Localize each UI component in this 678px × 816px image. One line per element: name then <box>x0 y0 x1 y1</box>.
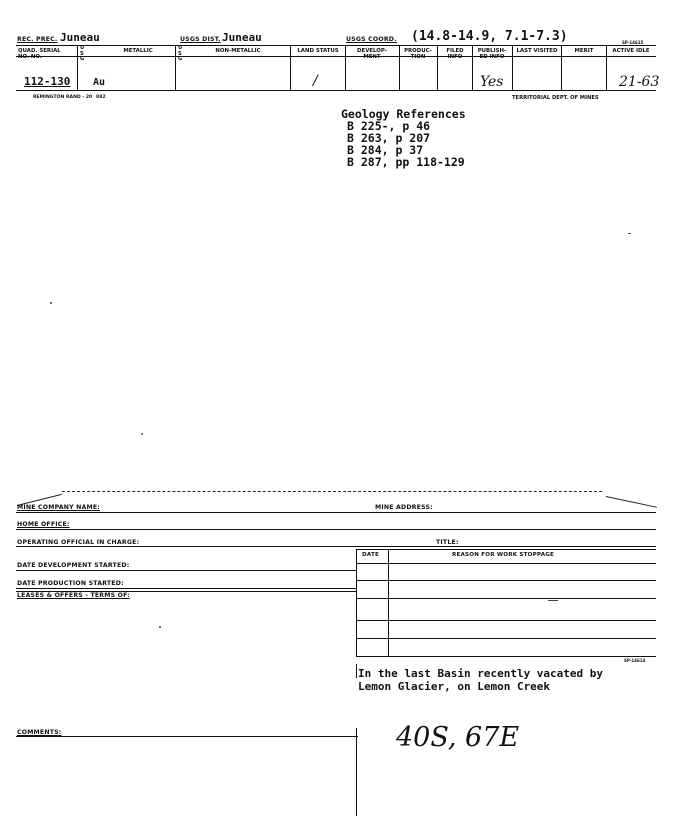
metallic-value: Au <box>93 77 106 88</box>
col-usgs-nonmetallic: U S G <box>178 45 183 63</box>
stray-mark <box>50 302 52 304</box>
date-production-label: DATE PRODUCTION STARTED: <box>17 580 124 587</box>
active-idle-value: 21-63 <box>619 74 660 90</box>
leases-label: LEASES & OFFERS - TERMS OF: <box>17 592 130 599</box>
col-merit: MERIT <box>574 48 594 54</box>
col-land-status: LAND STATUS <box>297 48 339 54</box>
printer-code: 882 <box>96 95 106 100</box>
references-title: Geology References <box>341 107 466 121</box>
col-non-metallic: NON-METALLIC <box>215 48 261 54</box>
reference-item: B 225-, p 46 <box>347 119 431 133</box>
note-line-2: Lemon Glacier, on Lemon Creek <box>358 680 551 693</box>
land-status-value: / <box>313 73 318 89</box>
stray-mark <box>628 233 631 234</box>
col-metallic: METALLIC <box>123 48 153 54</box>
col-published-info: PUBLISH-ED INFO <box>477 48 507 61</box>
mine-address-label: MINE ADDRESS: <box>375 504 433 511</box>
note-line-1: In the last Basin recently vacated by <box>358 667 604 680</box>
dept-label: TERRITORIAL DEPT. OF MINES <box>512 95 599 101</box>
col-production: PRODUC-TION <box>404 48 432 61</box>
col-active-idle: ACTIVE IDLE <box>612 48 650 54</box>
geology-references <box>341 108 561 168</box>
col-last-visited: LAST VISITED <box>516 48 558 54</box>
usgs-dist-value: Juneau <box>222 31 262 44</box>
date-development-label: DATE DEVELOPMENT STARTED: <box>17 562 130 569</box>
home-office-label: HOME OFFICE: <box>17 521 70 528</box>
handwritten-location: 40S, 67E <box>396 722 520 753</box>
published-value: Yes <box>480 74 504 90</box>
rec-prec-value: Juneau <box>60 31 100 44</box>
location-note <box>358 667 603 693</box>
reference-item: B 287, pp 118-129 <box>347 155 465 169</box>
col-filed-info: FILED INFO <box>446 48 464 61</box>
stray-mark <box>141 433 143 435</box>
reference-item: B 284, p 37 <box>347 143 424 157</box>
usgs-coord-label: USGS COORD. <box>346 36 397 43</box>
fold-line <box>62 491 602 492</box>
reference-item: B 263, p 207 <box>347 131 431 145</box>
col-no: NO. NO. <box>18 54 42 60</box>
date-col-header: DATE <box>362 552 379 558</box>
form-code-bottom: SP-14614 <box>624 658 646 663</box>
title-label: TITLE: <box>436 539 459 546</box>
comments-label: COMMENTS: <box>17 729 62 736</box>
usgs-coord-value: (14.8-14.9, 7.1-7.3) <box>411 29 568 44</box>
col-quad-serial: QUAD. SERIAL <box>18 48 61 54</box>
operating-official-label: OPERATING OFFICIAL IN CHARGE: <box>17 539 140 546</box>
stray-mark <box>159 626 161 628</box>
mine-company-name-label: MINE COMPANY NAME: <box>17 504 100 511</box>
rec-prec-label: REC. PREC. <box>17 36 58 43</box>
quad-serial-value: 112-130 <box>24 75 71 88</box>
usgs-dist-label: USGS DIST. <box>180 36 221 43</box>
reason-col-header: REASON FOR WORK STOPPAGE <box>452 552 555 558</box>
col-usgs-metallic: U S G <box>80 45 85 63</box>
col-development: DEVELOP-MENT <box>357 48 387 61</box>
stray-mark <box>548 600 558 601</box>
printer-label: REMINGTON RAND - 20 <box>33 95 93 100</box>
form-code-top: SP-14615 <box>622 40 644 45</box>
